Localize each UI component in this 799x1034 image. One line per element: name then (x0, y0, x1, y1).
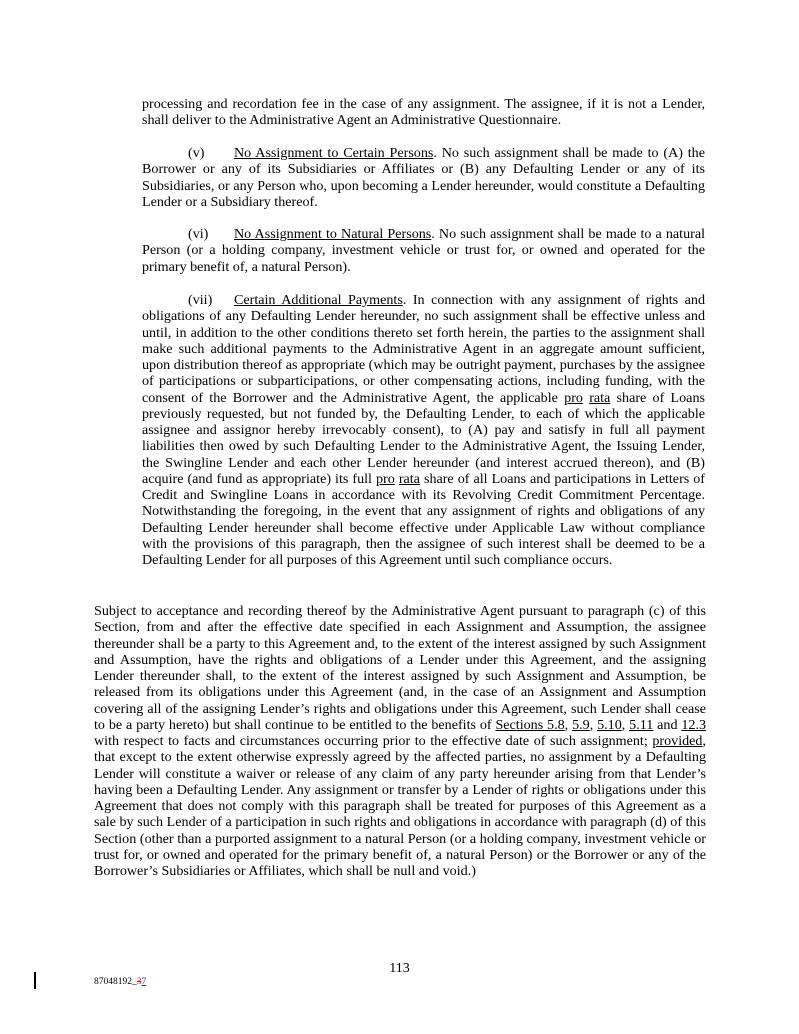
section-ref-5-8: Sections 5.8 (495, 716, 565, 733)
pro-term: pro (564, 389, 583, 406)
doc-id-text: 87048192_ (94, 977, 137, 987)
section-ref-5-10: 5.10 (597, 716, 622, 733)
paragraph-text: Subject to acceptance and recording thereof by the Administrative Agent pursuant to paragraph (c) of this Section, from and after the effective date specified in each Assignment and Assumption, the assignee thereunder shall be a party to this Agreement and, to the extent of the interest assigned by such Assignment and Assumption, have the rights and obligations of a Lender under this Agreement, and the assigning Lender thereunder shall, to the extent of the interest assigned by such Assignment and Assumption, be released from its obligations under this Agreement (and, in the case of an Assignment and Assumption covering all of the assigning Lender’s rights and obligations under this Agreement, such Lender shall cease to be a party hereto) but shall continue to be entitled to the benefits of (94, 603, 706, 733)
clause-text: . No such assignment shall be made to (A) the Borrower or any of its Subsidiaries or Affiliates or (B) any Defaulting Lender or any of its Subsidiaries, or any Person who, upon becoming a Lender hereunder, would constitute a Defaulting Lender or a Subsidiary thereof. (142, 145, 705, 210)
main-paragraph (94, 603, 706, 879)
clause-title: No Assignment to Natural Persons (234, 226, 432, 242)
paragraph-text: processing and recordation fee in the case of any assignment. The assignee, if it is not a Lender, shall deliver to the Administrative Agent an Administrative Questionnaire. (142, 96, 705, 129)
separator: , (621, 716, 630, 733)
paragraph-text: with respect to facts and circumstances occurring prior to the effective date of such assignment; (94, 733, 653, 749)
clause-number: (vi) (188, 226, 209, 242)
clause-text: . No such assignment shall be made to a natural Person (or a holding company, investment vehicle or trust for, or owned and operated for the primary benefit of, a natural Person). (142, 226, 706, 275)
deleted-revision: 3 (136, 977, 142, 987)
clause-text: share of all Loans and participations in Letters of Credit and Swingline Loans in accordance with its Revolving Credit Commitment Percentage. Notwithstanding the foregoing, in the event that any assignment of rights and obligations of any Defaulting Lender hereunder shall become effective under Applicable Law without compliance with the provisions of this paragraph, then the assignee of such interest shall be deemed to be a Defaulting Lender for all purposes of this Agreement until such compliance occurs. (142, 470, 706, 568)
footer-doc-id (94, 977, 146, 987)
clause-vii (142, 292, 705, 568)
clause-number: (v) (188, 145, 205, 161)
clause-v (142, 145, 705, 210)
section-ref-5-11: 5.11 (629, 716, 654, 733)
clause-text: . In connection with any assignment of rights and obligations of any Defaulting Lender hereunder, no such assignment shall be effective unless and until, in addition to the other conditions thereto set forth herein, the parties to the assignment shall make such additional payments to the Administrative Agent in an aggregate amount sufficient, upon distribution thereof as appropriate (which may be outright payment, purchases by the assignee of participations or subparticipations, or other compensating actions, including funding, with the consent of the Borrower and the Administrative Agent, the applicable (142, 292, 706, 406)
change-bar (34, 972, 36, 989)
clause-vi (142, 226, 705, 275)
pro-term: pro (375, 470, 395, 487)
clause-title: Certain Additional Payments (234, 292, 403, 308)
rata-term: rata (589, 389, 611, 406)
provided-term: provided (652, 733, 703, 749)
paragraph-text: , that except to the extent otherwise expressly agreed by the affected parties, no assignment by a Defaulting Lender will constitute a waiver or release of any claim of any party hereunder arising from that Lender’s having been a Defaulting Lender. Any assignment or transfer by a Lender of rights or obligations under this Agreement that does not comply with this paragraph shall be treated for purposes of this Agreement as a sale by such Lender of a participation in such rights and obligations in accordance with paragraph (d) of this Section (other than a purported assignment to a natural Person (or a holding company, investment vehicle or trust for, or owned and operated for the primary benefit of, a natural Person) or the Borrower or any of the Borrower’s Subsidiaries or Affiliates, which shall be null and void.) (94, 733, 706, 879)
clause-text: share of Loans previously requested, but not funded by, the Defaulting Lender, to each of which the applicable assignee and assignor hereby irrevocably consent), to (A) pay and satisfy in full all payment liabilities then owed by such Defaulting Lender to the Administrative Agent, the Issuing Lender, the Swingline Lender and each other Lender hereunder (and interest accrued thereon), and (B) acquire (and fund as appropriate) its full (142, 389, 705, 487)
section-ref-5-9: 5.9 (572, 716, 590, 733)
separator: , (589, 716, 598, 733)
paragraph-continuation (142, 96, 705, 129)
conjunction: and (653, 716, 682, 733)
clause-title: No Assignment to Certain Persons (234, 145, 434, 161)
section-ref-12-3: 12.3 (681, 716, 707, 733)
page-number: 113 (389, 960, 410, 976)
clause-number: (vii) (188, 292, 213, 308)
separator: , (564, 716, 573, 733)
rata-term: rata (398, 470, 420, 487)
inserted-revision: 7 (141, 977, 147, 987)
